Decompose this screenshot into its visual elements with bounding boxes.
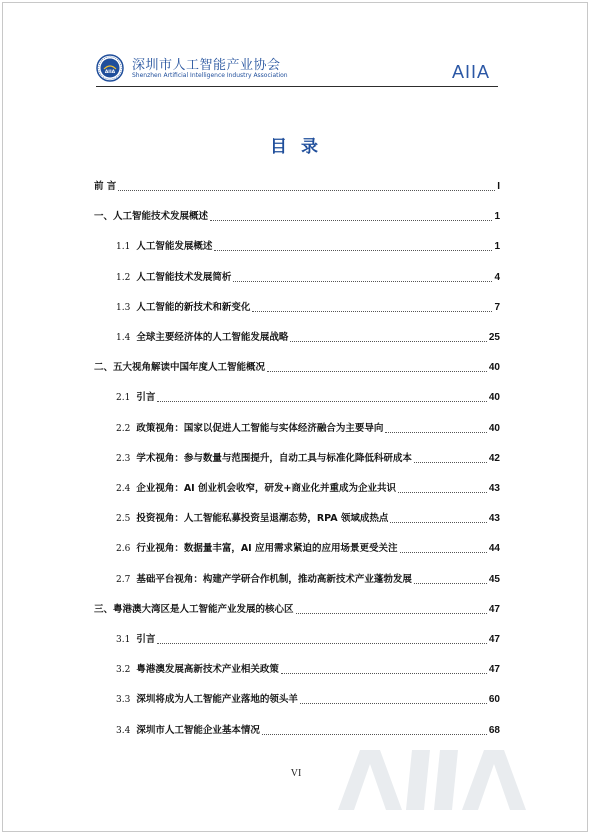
toc-entry-sub[interactable] — [116, 420, 500, 436]
toc-entry-sub[interactable] — [116, 540, 500, 556]
toc-entry-label: 引言 — [136, 392, 156, 404]
toc-dot-leader — [390, 522, 486, 523]
toc-section-number: 1.3 — [116, 302, 131, 313]
toc-page-number: 47 — [488, 664, 500, 676]
toc-dot-leader — [267, 371, 487, 372]
toc-entry-sub[interactable] — [116, 238, 500, 254]
toc-dot-leader — [157, 643, 487, 644]
page-header — [96, 52, 498, 86]
toc-dot-leader — [414, 462, 487, 463]
toc-page-number: 40 — [488, 392, 500, 404]
toc-entry-sub[interactable] — [116, 389, 500, 405]
toc-page-number: 47 — [488, 603, 500, 615]
toc-dot-leader — [118, 190, 495, 191]
toc-dot-leader — [296, 613, 487, 614]
toc-entry-sub[interactable] — [116, 661, 500, 677]
toc-section-number: 1.4 — [116, 333, 131, 343]
toc-entry-sub[interactable] — [116, 722, 500, 738]
toc-entry-label: 一、人工智能技术发展概述 — [94, 211, 209, 223]
page-title: 目 录 — [270, 137, 322, 157]
toc-page-number: 43 — [488, 513, 500, 525]
toc-entry-sub[interactable] — [116, 571, 500, 587]
toc-entry-label: 基础平台视角：构建产学研合作机制，推动高新技术产业蓬勃发展 — [136, 573, 412, 585]
toc-page-number: 68 — [488, 724, 500, 736]
toc-page-number: I — [497, 181, 500, 192]
toc-page-number: 43 — [488, 483, 500, 494]
toc-section-number: 3.4 — [116, 725, 131, 736]
toc-dot-leader — [252, 311, 492, 312]
toc-page-number: 40 — [488, 422, 500, 434]
svg-text:AIIA: AIIA — [104, 70, 116, 75]
toc-section-number: 2.3 — [116, 453, 131, 464]
toc-entry-sub[interactable] — [116, 510, 500, 526]
toc-dot-leader — [210, 220, 492, 221]
toc-entry-label: 全球主要经济体的人工智能发展战略 — [136, 332, 289, 343]
toc-dot-leader — [233, 281, 492, 282]
toc-entry-label: 学术视角：参与数量与范围提升，自动工具与标准化降低科研成本 — [136, 452, 412, 464]
page-number: VI — [290, 768, 302, 779]
toc-dot-leader — [281, 673, 487, 674]
toc-entry-label: 政策视角：国家以促进人工智能与实体经济融合为主要导向 — [136, 422, 384, 434]
toc-section-number: 2.1 — [116, 393, 131, 404]
toc-page-number: 1 — [494, 211, 500, 223]
toc-page-number: 25 — [488, 332, 500, 343]
toc-entry-sub[interactable] — [116, 299, 500, 315]
toc-section-number: 2.7 — [116, 574, 131, 585]
association-seal-logo — [96, 54, 124, 82]
toc-entry-sub[interactable] — [116, 631, 500, 647]
toc-section-number: 1.2 — [116, 272, 131, 283]
toc-entry-label: 二、五大视角解读中国年度人工智能概况 — [94, 362, 266, 374]
brand-logo-text: AIIA — [451, 62, 490, 82]
toc-page-number: 7 — [494, 301, 500, 313]
association-name-cn: 深圳市人工智能产业协会 — [132, 58, 281, 73]
aiia-watermark-logo — [338, 748, 578, 810]
toc-entry-sub[interactable] — [116, 480, 500, 496]
toc-entry-label: 人工智能的新技术和新变化 — [136, 301, 251, 313]
toc-entry-label: 深圳将成为人工智能产业落地的领头羊 — [136, 694, 298, 706]
toc-dot-leader — [157, 401, 487, 402]
toc-dot-leader — [414, 583, 487, 584]
toc-section-number: 2.6 — [116, 544, 131, 555]
toc-section-number: 2.5 — [116, 514, 131, 525]
toc-entry-chapter[interactable] — [94, 208, 500, 224]
toc-entry-label: 人工智能发展概述 — [136, 241, 213, 253]
toc-section-number: 3.3 — [116, 695, 131, 706]
toc-dot-leader — [214, 250, 492, 251]
toc-section-number: 3.2 — [116, 665, 131, 676]
toc-entry-chapter[interactable] — [94, 359, 500, 375]
toc-entry-label: 粤港澳发展高新技术产业相关政策 — [136, 664, 279, 676]
toc-page-number: 60 — [488, 694, 500, 706]
toc-dot-leader — [385, 432, 487, 433]
toc-page-number: 45 — [488, 573, 500, 585]
toc-dot-leader — [400, 552, 487, 553]
toc-entry-label: 行业视角：数据量丰富，AI 应用需求紧迫的应用场景更受关注 — [136, 543, 398, 555]
toc-dot-leader — [300, 703, 487, 704]
toc-page-number: 47 — [488, 634, 500, 645]
association-name-en: Shenzhen Artificial Intelligence Industry Association — [132, 72, 288, 79]
toc-entry-sub[interactable] — [116, 329, 500, 345]
toc-page-number: 1 — [494, 241, 500, 253]
toc-page-number: 44 — [488, 543, 500, 555]
toc-dot-leader — [262, 734, 487, 735]
toc-entry-label: 企业视角：AI 创业机会收窄，研发+商业化并重成为企业共识 — [136, 483, 396, 494]
toc-entry-label: 引言 — [136, 634, 156, 645]
toc-page-number: 4 — [494, 271, 500, 283]
toc-entry-label: 三、粤港澳大湾区是人工智能产业发展的核心区 — [94, 603, 294, 615]
page-frame — [2, 2, 588, 832]
toc-dot-leader — [290, 341, 487, 342]
toc-entry-sub[interactable] — [116, 691, 500, 707]
header-rule — [96, 86, 498, 87]
toc-dot-leader — [398, 492, 487, 493]
toc-entry-chapter[interactable] — [94, 178, 500, 194]
toc-section-number: 2.2 — [116, 423, 131, 434]
toc-section-number: 1.1 — [116, 242, 131, 253]
toc-entry-label: 人工智能技术发展简析 — [136, 271, 232, 283]
toc-entry-sub[interactable] — [116, 450, 500, 466]
toc-entry-label: 前 言 — [94, 181, 117, 192]
toc-entry-sub[interactable] — [116, 269, 500, 285]
toc-entry-chapter[interactable] — [94, 601, 500, 617]
toc-entry-label: 投资视角：人工智能私募投资呈退潮态势，RPA 领域成热点 — [136, 513, 389, 525]
toc-entry-label: 深圳市人工智能企业基本情况 — [136, 724, 260, 736]
toc-section-number: 2.4 — [116, 484, 131, 494]
toc-section-number: 3.1 — [116, 635, 131, 645]
toc-page-number: 40 — [488, 362, 500, 374]
toc-page-number: 42 — [488, 452, 500, 464]
